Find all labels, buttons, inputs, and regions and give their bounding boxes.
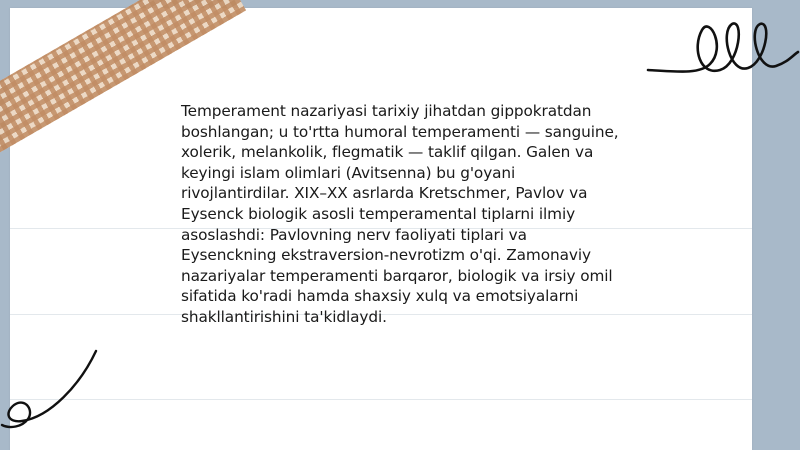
note-body-text: Temperament nazariyasi tarixiy jihatdan gippokratdan boshlangan; u to'rtta humoral temperamenti — sanguine, xolerik, melankolik, flegmatik — taklif qilgan. Galen va keyingi islam olimlari (Avitsenna) bu g'oyani rivojlantirdilar. XIX–XX asrlarda Kretschmer, Pavlov va Eysenck biologik asosli temperamental tiplarni ilmiy asoslashdi: Pavlovning nerv faoliyati tiplari va Eysenckning ekstraversion-nevrotizm o'qi. Zamonaviy nazariyalar temperamenti barqaror, biologik va irsiy omil sifatida ko'radi hamda shaxsiy xulq va emotsiyalarni shakllantirishini ta'kidlaydi. <box>181 102 619 326</box>
scribble-loops-icon <box>640 12 800 82</box>
paper-rule-line <box>10 399 752 400</box>
scribble-curl-icon <box>0 345 110 435</box>
